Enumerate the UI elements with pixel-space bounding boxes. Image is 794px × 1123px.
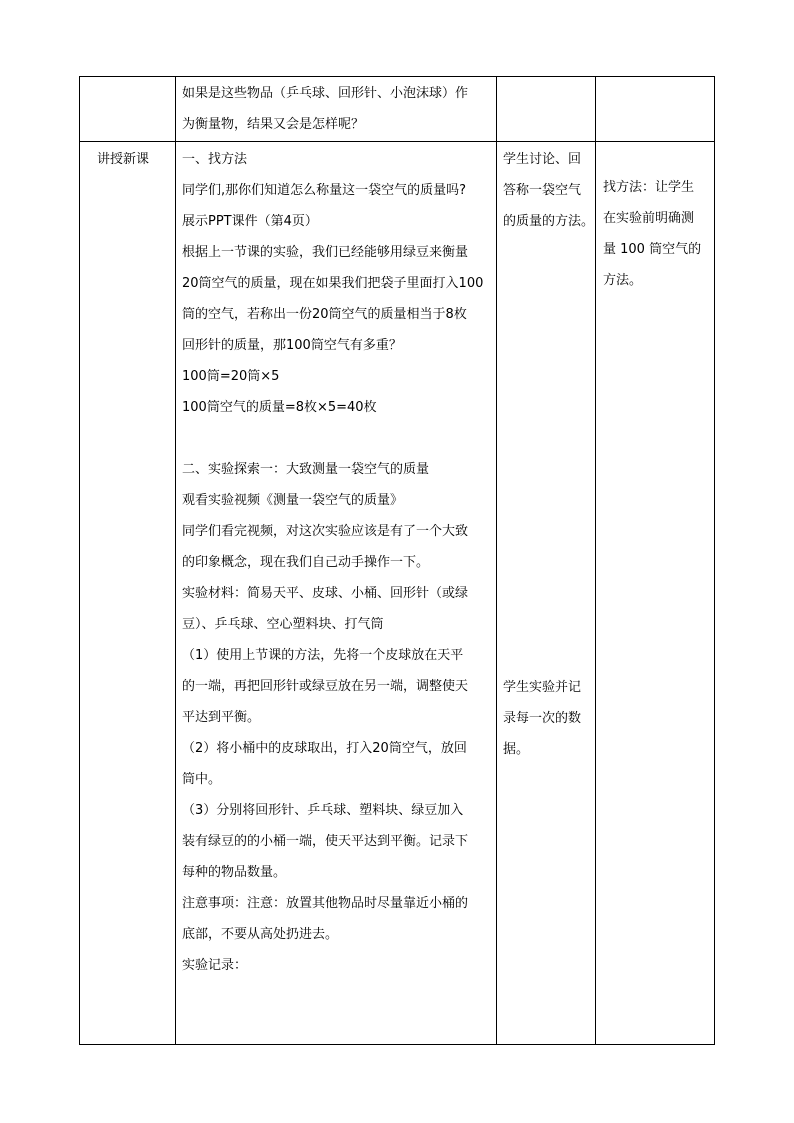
content-line-14: 的印象概念，现在我们自己动手操作一下。 [182, 555, 430, 570]
table-border-bottom [79, 1044, 715, 1045]
student-activity-cell-2 [503, 672, 581, 765]
student-activity-2-line-2: 录每一次的数 [503, 711, 582, 726]
content-line-16: 豆）、乒乓球、空心塑料块、打气筒 [182, 617, 384, 632]
table-row-divider [79, 141, 715, 142]
table-divider-2 [496, 76, 497, 1045]
content-line-2: 同学们,那你们知道怎么称量这一袋空气的质量吗? [182, 183, 467, 198]
student-activity-cell-1 [503, 144, 594, 237]
content-line-9: 100筒空气的质量=8枚×5=40枚 [182, 400, 377, 415]
table-border-left [79, 76, 80, 1045]
content-line-4: 根据上一节课的实验，我们已经能够用绿豆来衡量 [182, 245, 469, 260]
design-intent-line-2: 在实验前明确测 [603, 211, 695, 226]
design-intent-line-3: 量 100 筒空气的 [603, 242, 702, 257]
content-line-7: 回形针的质量，那100筒空气有多重？ [182, 338, 402, 353]
content-line-3: 展示PPT课件（第4页） [182, 214, 318, 229]
design-intent-line-4: 方法。 [603, 273, 643, 288]
table-divider-3 [595, 76, 596, 1045]
content-line-5: 20筒空气的质量，现在如果我们把袋子里面打入100 [182, 276, 484, 291]
student-activity-1-line-3: 的质量的方法。 [503, 214, 595, 229]
content-line-15: 实验材料：简易天平、皮球、小桶、回形针（或绿 [182, 586, 469, 601]
content-line-27: 实验记录： [182, 958, 248, 973]
design-intent-line-1: 找方法：让学生 [603, 180, 695, 195]
content-line-21: 筒中。 [182, 772, 222, 787]
content-line-23: 装有绿豆的的小桶一端，使天平达到平衡。记录下 [182, 834, 469, 849]
row1-line-1: 如果是这些物品（乒乓球、回形针、小泡沫球）作 [182, 86, 469, 101]
content-line-10 [182, 423, 483, 454]
stage-label: 讲授新课 [97, 152, 150, 167]
table-divider-1 [175, 76, 176, 1045]
table-border-top [79, 76, 715, 77]
content-line-26: 底部，不要从高处扔进去。 [182, 927, 339, 942]
content-line-11: 二、实验探索一：大致测量一袋空气的质量 [182, 462, 430, 477]
content-line-20: （2）将小桶中的皮球取出，打入20筒空气，放回 [182, 741, 467, 756]
content-line-22: （3）分别将回形针、乒乓球、塑料块、绿豆加入 [182, 803, 464, 818]
content-line-8: 100筒=20筒×5 [182, 369, 280, 384]
content-line-12: 观看实验视频《测量一袋空气的质量》 [182, 493, 404, 508]
content-line-24: 每种的物品数量。 [182, 865, 287, 880]
content-line-13: 同学们看完视频，对这次实验应该是有了一个大致 [182, 524, 469, 539]
design-intent-cell [603, 172, 701, 296]
row1-line-2: 为衡量物，结果又会是怎样呢？ [182, 117, 365, 132]
content-line-17: （1）使用上节课的方法，先将一个皮球放在天平 [182, 648, 464, 663]
row1-content-cell [182, 78, 468, 140]
content-line-25: 注意事项：注意：放置其他物品时尽量靠近小桶的 [182, 896, 469, 911]
content-line-1: 一、找方法 [182, 152, 248, 167]
content-line-6: 筒的空气，若称出一份20筒空气的质量相当于8枚 [182, 307, 467, 322]
student-activity-2-line-1: 学生实验并记 [503, 680, 582, 695]
student-activity-2-line-3: 据。 [503, 742, 530, 757]
student-activity-1-line-2: 答称一袋空气 [503, 183, 582, 198]
content-line-18: 的一端，再把回形针或绿豆放在另一端，调整使天 [182, 679, 469, 694]
teaching-content-cell [182, 144, 483, 981]
student-activity-1-line-1: 学生讨论、回 [503, 152, 582, 167]
table-border-right [714, 76, 715, 1045]
stage-label-cell [97, 144, 149, 175]
content-line-19: 平达到平衡。 [182, 710, 261, 725]
